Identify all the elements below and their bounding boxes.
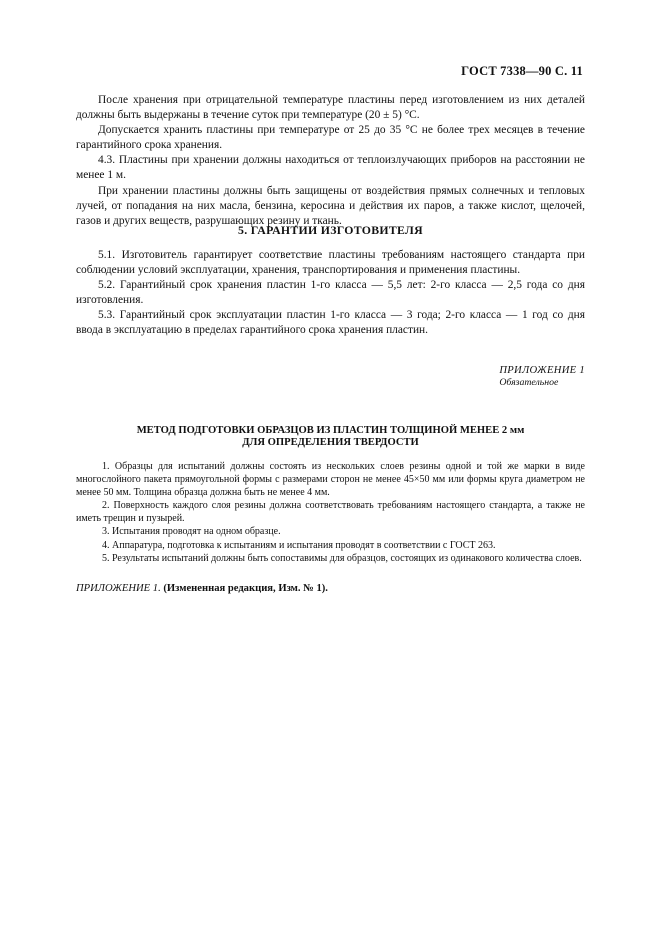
appendix-body <box>76 460 585 565</box>
appendix-item-3: 3. Испытания проводят на одном образце. <box>102 526 281 538</box>
section-heading: 5. ГАРАНТИИ ИЗГОТОВИТЕЛЯ <box>238 223 423 237</box>
appendix-title-line-2: ДЛЯ ОПРЕДЕЛЕНИЯ ТВЕРДОСТИ <box>242 437 419 448</box>
appendix-number: ПРИЛОЖЕНИЕ 1 <box>499 365 585 376</box>
revision-note-text: (Измененная редакция, Изм. № 1). <box>163 583 328 594</box>
paragraph: При хранении пластины должны быть защищены от воздействия прямых солнечных и тепловых лучей, от попадания на них масла, бензина, керосина и действия их паров, а также кислот, щелочей, газов и других веществ, разрушающих резину и ткань. <box>76 184 585 227</box>
revision-note <box>76 583 328 594</box>
appendix-item-2: 2. Поверхность каждого слоя резины должна соответствовать требованиям настоящего стандарта, а также не иметь трещин и пузырей. <box>76 500 585 525</box>
appendix-title <box>76 425 585 449</box>
clause-5-1: 5.1. Изготовитель гарантирует соответствие пластины требованиям настоящего стандарта при соблюдении условий эксплуатации, хранения, транспортирования и применения пластины. <box>76 249 585 277</box>
paragraph: После хранения при отрицательной температуре пластины перед изготовлением из них деталей должны быть выдержаны в течение суток при температуре (20 ± 5) °С. <box>76 94 585 122</box>
appendix-item-4: 4. Аппаратура, подготовка к испытаниям и испытания проводят в соответствии с ГОСТ 263. <box>102 539 496 551</box>
paragraph: Допускается хранить пластины при температуре от 25 до 35 °С не более трех месяцев в течение гарантийного срока хранения. <box>76 124 585 152</box>
revision-note-ref: ПРИЛОЖЕНИЕ 1. <box>76 583 161 594</box>
warranty-section <box>76 248 585 339</box>
clause-5-3: 5.3. Гарантийный срок эксплуатации пластин 1-го класса — 3 года; 2-го класса — 1 год со дня ввода в эксплуатацию в пределах гарантийного срока хранения пластин. <box>76 309 585 337</box>
appendix-label <box>499 365 585 389</box>
page-header: ГОСТ 7338—90 С. 11 <box>461 64 583 78</box>
storage-conditions-text <box>76 93 585 229</box>
paragraph: 4.3. Пластины при хранении должны находиться от теплоизлучающих приборов на расстоянии не менее 1 м. <box>76 154 585 182</box>
clause-5-2: 5.2. Гарантийный срок хранения пластин 1-го класса — 5,5 лет: 2-го класса — 2,5 года со дня изготовления. <box>76 279 585 307</box>
appendix-item-5: 5. Результаты испытаний должны быть сопоставимы для образцов, состоящих из одинакового количества слоев. <box>102 552 582 564</box>
appendix-item-1: 1. Образцы для испытаний должны состоять из нескольких слоев резины одной и той же марки в виде многослойного пакета прямоугольной формы с размерами сторон не менее 45×50 мм или формы круга диаметром не менее 50 мм. Толщина образца должна быть не менее 4 мм. <box>76 461 585 499</box>
appendix-status: Обязательное <box>499 377 559 388</box>
appendix-title-line-1: МЕТОД ПОДГОТОВКИ ОБРАЗЦОВ ИЗ ПЛАСТИН ТОЛЩИНОЙ МЕНЕЕ 2 мм <box>136 425 525 436</box>
